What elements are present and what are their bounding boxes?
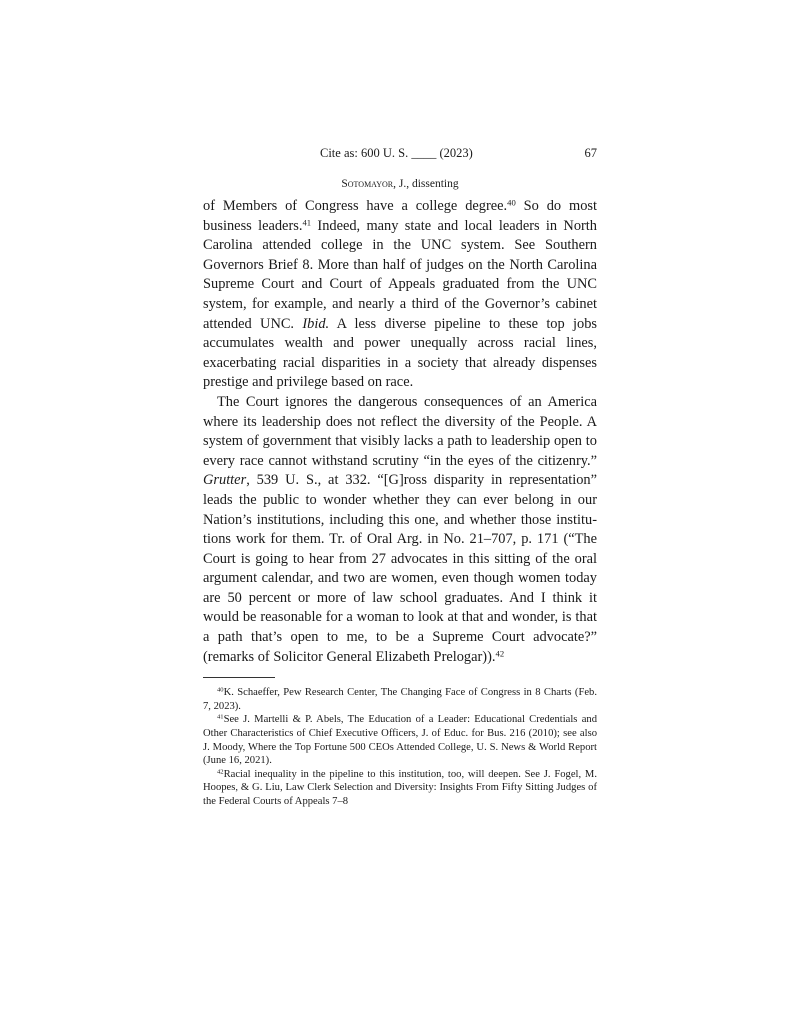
citation-ibid: Ibid. — [302, 315, 330, 332]
author-line — [203, 178, 597, 194]
text-run: So do most business leaders. — [203, 198, 597, 234]
text-run: A less diverse pipeline to these top jobs accumulates wealth and power unequally across racial lines, exacerbating racial disparities in a society that already dispenses prestige and privilege based on race. — [203, 315, 597, 391]
text-run: Indeed, many state and local leaders in North Carolina attended college in the UNC system. See Southern Governors Brief 8. More than half of judges on the North Carolina Supreme Court and Court of Appeals graduated from the UNC system, for example, and nearly a third of the Governor’s cabinet attended UNC. — [203, 217, 598, 332]
footnote — [203, 768, 597, 809]
footnote-number: 40 — [217, 686, 224, 694]
citation: Cite as: 600 U. S. ____ (2023) — [320, 146, 473, 160]
page-number: 67 — [584, 146, 597, 160]
author-name: Sotomayor — [341, 178, 394, 190]
opinion-body — [203, 197, 597, 667]
author-role: , J., dissenting — [393, 178, 459, 190]
paragraph — [203, 197, 597, 393]
text-run: of Members of Congress have a college degree. — [203, 198, 508, 214]
footnote-number: 42 — [217, 768, 224, 776]
text-run: The Court ignores the dangerous consequences of an America where its leadership does not reflect the diversity of the People. A system of government that visibly lacks a path to leadership open to every race cannot withstand scrutiny “in the eyes of the citizenry.” — [203, 393, 597, 469]
footnote — [203, 713, 597, 767]
footnote-text: See J. Martelli & P. Abels, The Education of a Leader: Educational Credentials and Other Characteristics of Chief Executive Officers, J. of Educ. for Bus. 216 (2010); see also J. Moody, Where the Top Fortune 500 CEOs Attended College, U. S. News & World Report (June 16, 2021). — [203, 714, 597, 767]
footnote — [203, 686, 597, 713]
running-header — [203, 146, 597, 166]
footnote-text: K. Schaeffer, Pew Research Center, The Changing Face of Congress in 8 Charts (Feb. 7, 2023). — [203, 687, 597, 712]
footnotes — [203, 686, 597, 808]
footnote-text: Racial inequality in the pipeline to this institution, too, will deepen. See J. Fogel, M. Hoopes, & G. Liu, Law Clerk Selection and Diversity: Insights From Fifty Sitting Judges of the Federal Courts of Appeals 7–8 — [203, 768, 597, 807]
text-run: , 539 U. S., at 332. “[G]ross disparity in representation” leads the public to wonder whether they can ever belong in our Nation’s institutions, including this one, and whether those institutions work for them. Tr. of Oral Arg. in No. 21–707, p. 171 (“The Court is going to hear from 27 advocates in this sitting of the oral argument calendar, and two are women, even though women today are 50 percent or more of law school graduates. And I think it would be reasonable for a woman to look at that and wonder, is that a path that’s open to me, to be a Supreme Court advocate?” (remarks of Solicitor General Elizabeth Prelogar)). — [203, 472, 597, 665]
footnote-divider — [203, 677, 275, 678]
footnote-number: 41 — [217, 714, 224, 722]
footnote-ref: 40 — [507, 197, 516, 208]
paragraph — [203, 393, 597, 667]
footnote-ref: 42 — [495, 647, 505, 658]
case-name: Grutter — [203, 472, 247, 489]
opinion-page — [203, 146, 597, 809]
footnote-ref: 41 — [302, 216, 312, 227]
